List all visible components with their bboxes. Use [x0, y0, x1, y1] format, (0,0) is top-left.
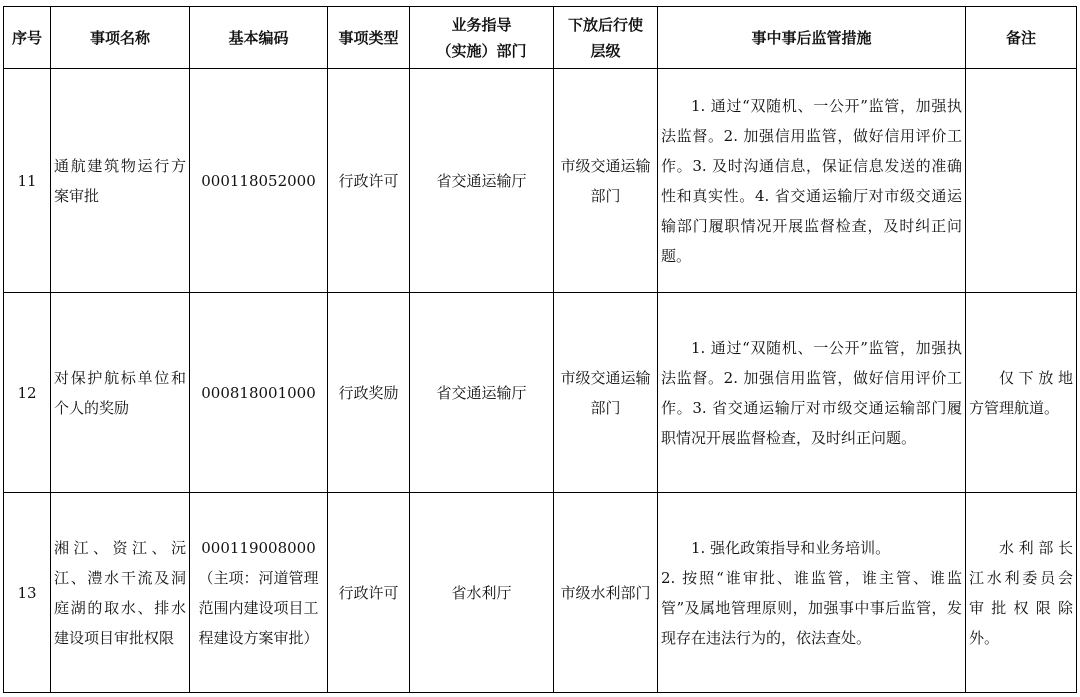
header-remark: 备注 — [966, 7, 1077, 69]
table-row — [4, 69, 1077, 293]
row-code: 000119008000（主项：河道管理范围内建设项目工程建设方案审批） — [190, 493, 328, 693]
row-type: 行政奖励 — [328, 293, 410, 493]
row-name: 通航建筑物运行方案审批 — [51, 69, 190, 293]
row-code: 000118052000 — [190, 69, 328, 293]
header-row — [4, 7, 1077, 69]
table-row — [4, 493, 1077, 693]
header-level-line1: 下放后行使 — [567, 15, 643, 34]
header-dept-line2: （实施）部门 — [436, 41, 527, 60]
header-dept-line1: 业务指导 — [451, 15, 512, 34]
row-remark: 水利部长江水利委员会审批权限除外。 — [966, 493, 1077, 693]
row-measures: 1. 通过“双随机、一公开”监管，加强执法监督。2. 加强信用监管，做好信用评价工作。3. 及时沟通信息，保证信息发送的准确性和真实性。4. 省交通运输厅对市级交通运输部门履职情况开展监督检查，及时纠正问题。 — [658, 69, 966, 293]
header-seq: 序号 — [4, 7, 51, 69]
row-type: 行政许可 — [328, 493, 410, 693]
header-dept — [410, 7, 554, 69]
row-name: 对保护航标单位和个人的奖励 — [51, 293, 190, 493]
row-measures: 1. 通过“双随机、一公开”监管，加强执法监督。2. 加强信用监管，做好信用评价工作。3. 省交通运输厅对市级交通运输部门履职情况开展监督检查，及时纠正问题。 — [658, 293, 966, 493]
header-name: 事项名称 — [51, 7, 190, 69]
header-measures: 事中事后监管措施 — [658, 7, 966, 69]
row-level: 市级交通运输部门 — [554, 293, 658, 493]
row-name: 湘江、资江、沅江、澧水干流及洞庭湖的取水、排水建设项目审批权限 — [51, 493, 190, 693]
row-remark: 仅下放地方管理航道。 — [966, 293, 1077, 493]
header-code: 基本编码 — [190, 7, 328, 69]
row-measures-line2: 2. 按照“谁审批、谁监管，谁主管、谁监管”及属地管理原则，加强事中事后监管，发现存在违法行为的，依法查处。 — [661, 568, 962, 647]
row-remark — [966, 69, 1077, 293]
header-level — [554, 7, 658, 69]
row-level: 市级交通运输部门 — [554, 69, 658, 293]
row-code: 000818001000 — [190, 293, 328, 493]
row-seq: 11 — [4, 69, 51, 293]
row-type: 行政许可 — [328, 69, 410, 293]
row-measures-line1: 1. 强化政策指导和业务培训。 — [691, 538, 891, 557]
row-seq: 12 — [4, 293, 51, 493]
header-level-line2: 层级 — [590, 41, 621, 60]
table-row — [4, 293, 1077, 493]
header-type: 事项类型 — [328, 7, 410, 69]
row-dept: 省交通运输厅 — [410, 69, 554, 293]
row-seq: 13 — [4, 493, 51, 693]
row-level: 市级水利部门 — [554, 493, 658, 693]
row-dept: 省水利厅 — [410, 493, 554, 693]
row-dept: 省交通运输厅 — [410, 293, 554, 493]
supervision-table — [3, 6, 1077, 693]
row-measures — [658, 493, 966, 693]
